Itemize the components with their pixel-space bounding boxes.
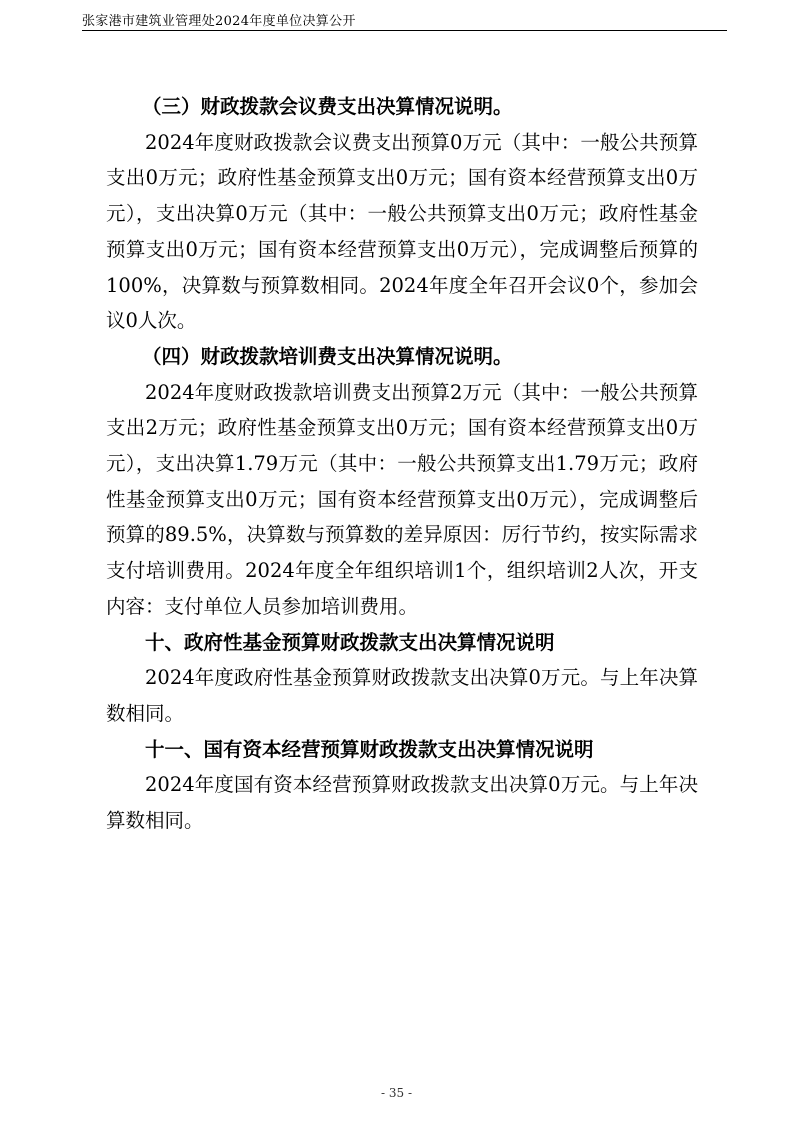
section-training-fee [106,339,698,625]
section-paragraph: 2024年度政府性基金预算财政拨款支出决算0万元。与上年决算数相同。 [106,666,698,725]
section-paragraph: 2024年度国有资本经营预算财政拨款支出决算0万元。与上年决算数相同。 [106,773,698,833]
document-body [106,89,698,839]
section-meeting-fee [106,89,698,339]
header-title: 张家港市建筑业管理处2024年度单位决算公开 [82,14,356,29]
section-heading: （三）财政拨款会议费支出决算情况说明。 [142,95,513,118]
section-state-capital [106,732,698,839]
section-heading: （四）财政拨款培训费支出决算情况说明。 [142,344,513,368]
page-number: - 35 - [380,1086,412,1100]
section-paragraph: 2024年度财政拨款培训费支出预算2万元（其中：一般公共预算支出2万元；政府性基金预算支出0万元；国有资本经营预算支出0万元），支出决算1.79万元（其中：一般公共预算支出1.79万元；政府性基金预算支出0万元；国有资本经营预算支出0万元），完成调整后预算的89.5%，决算数与预算数的差异原因：厉行节约，按实际需求支付培训费用。2024年度全年组织培训1个，组织培训2人次，开支内容：支付单位人员参加培训费用。 [106,380,698,618]
page-header [82,4,727,31]
section-heading: 十一、国有资本经营预算财政拨款支出决算情况说明 [145,737,594,761]
section-paragraph: 2024年度财政拨款会议费支出预算0万元（其中：一般公共预算支出0万元；政府性基金预算支出0万元；国有资本经营预算支出0万元），支出决算0万元（其中：一般公共预算支出0万元；政府性基金预算支出0万元；国有资本经营预算支出0万元），完成调整后预算的100%，决算数与预算数相同。2024年度全年召开会议0个，参加会议0人次。 [106,130,698,333]
section-heading: 十、政府性基金预算财政拨款支出决算情况说明 [145,630,555,654]
section-government-fund [106,625,698,732]
